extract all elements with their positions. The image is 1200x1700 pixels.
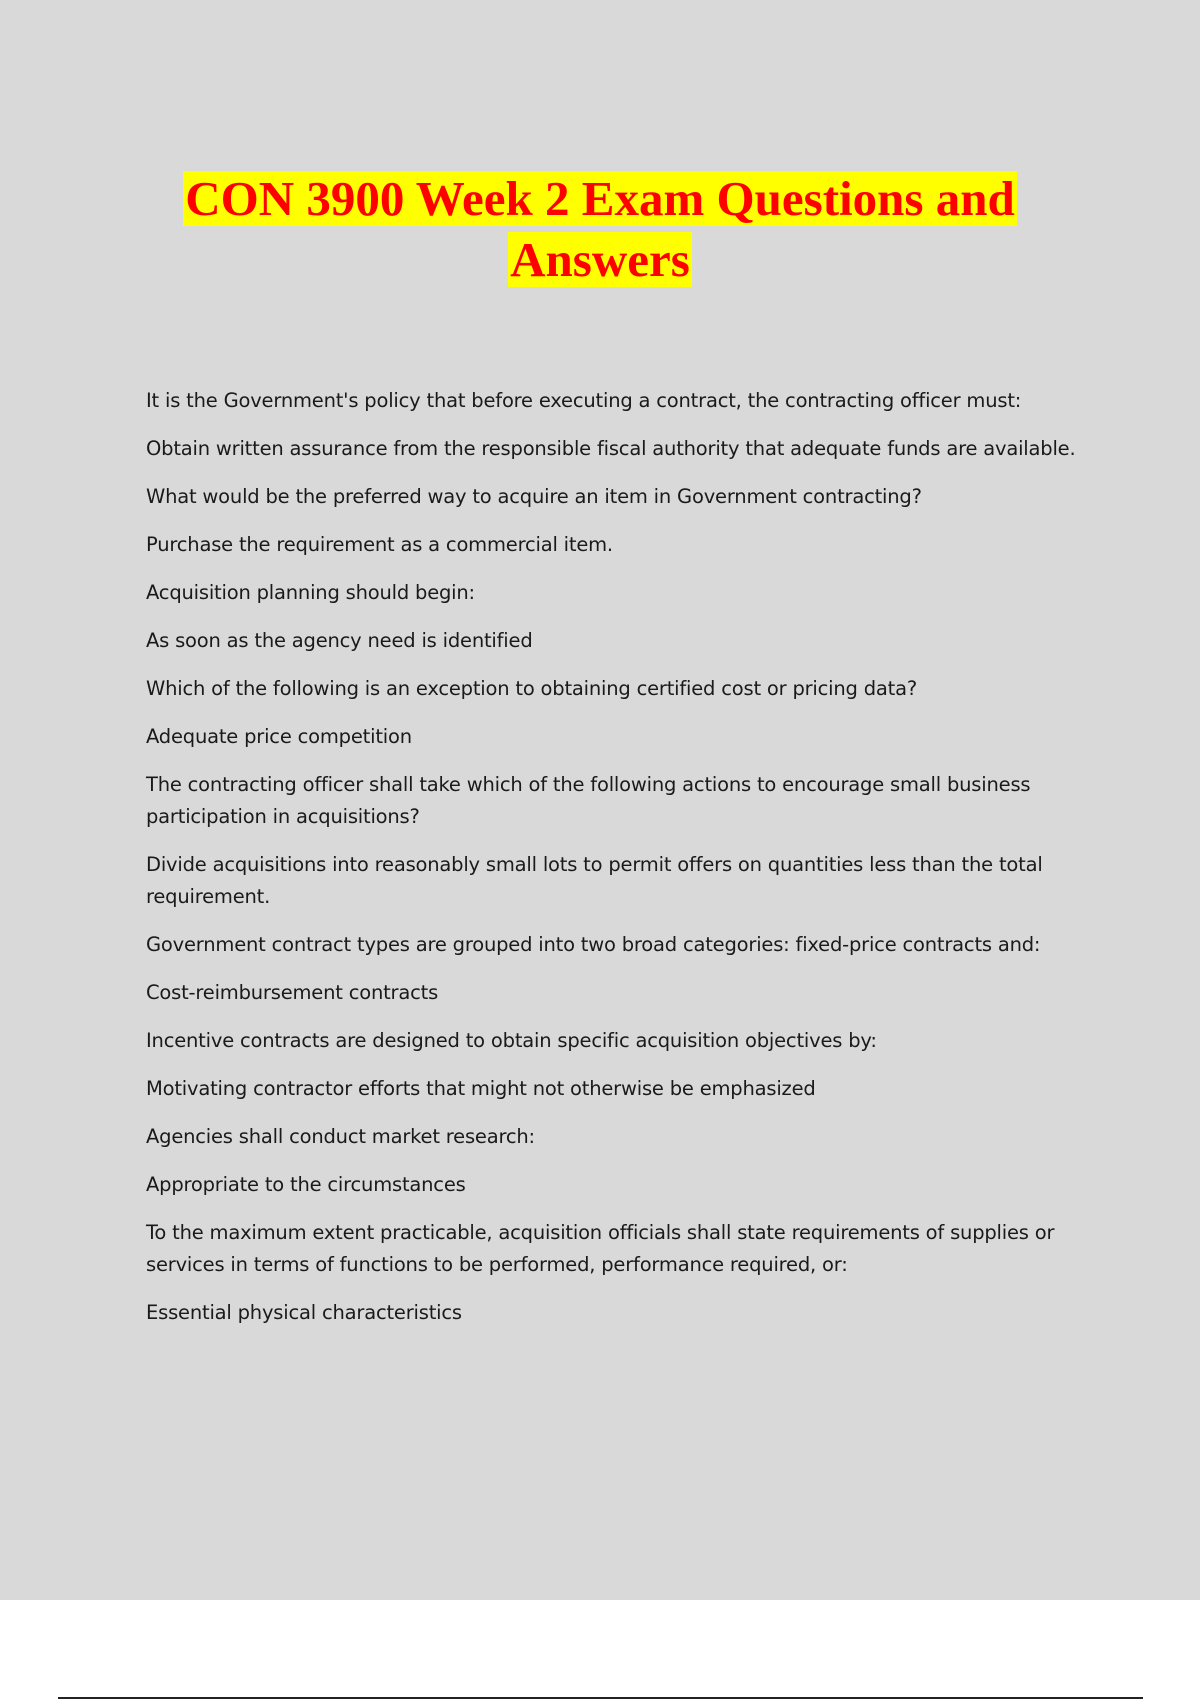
question-2: What would be the preferred way to acquire an item in Government contracting? bbox=[146, 485, 922, 508]
question-8: Agencies shall conduct market research: bbox=[146, 1125, 535, 1148]
page-title bbox=[0, 168, 1200, 290]
qa-content bbox=[146, 385, 1086, 1345]
question-1: It is the Government's policy that before executing a contract, the contracting officer must: bbox=[146, 389, 1022, 412]
question-3: Acquisition planning should begin: bbox=[146, 581, 475, 604]
answer-8: Appropriate to the circumstances bbox=[146, 1173, 466, 1196]
answer-2: Purchase the requirement as a commercial item. bbox=[146, 533, 613, 556]
page-divider bbox=[58, 1697, 1143, 1699]
question-6: Government contract types are grouped into two broad categories: fixed-price contracts and: bbox=[146, 933, 1041, 956]
title-line-1: CON 3900 Week 2 Exam Questions and bbox=[185, 171, 1015, 226]
answer-9: Essential physical characteristics bbox=[146, 1301, 462, 1324]
answer-7: Motivating contractor efforts that might not otherwise be emphasized bbox=[146, 1077, 816, 1100]
answer-6: Cost-reimbursement contracts bbox=[146, 981, 439, 1004]
title-line-2: Answers bbox=[510, 232, 690, 287]
answer-3: As soon as the agency need is identified bbox=[146, 629, 533, 652]
question-7: Incentive contracts are designed to obtain specific acquisition objectives by: bbox=[146, 1029, 877, 1052]
answer-5: Divide acquisitions into reasonably small lots to permit offers on quantities less than the total requirement. bbox=[146, 853, 1043, 908]
question-9: To the maximum extent practicable, acquisition officials shall state requirements of supplies or services in terms of functions to be performed, performance required, or: bbox=[146, 1221, 1055, 1276]
question-5: The contracting officer shall take which of the following actions to encourage small business participation in acquisitions? bbox=[146, 773, 1031, 828]
answer-4: Adequate price competition bbox=[146, 725, 412, 748]
question-4: Which of the following is an exception to obtaining certified cost or pricing data? bbox=[146, 677, 917, 700]
answer-1: Obtain written assurance from the responsible fiscal authority that adequate funds are available. bbox=[146, 437, 1076, 460]
